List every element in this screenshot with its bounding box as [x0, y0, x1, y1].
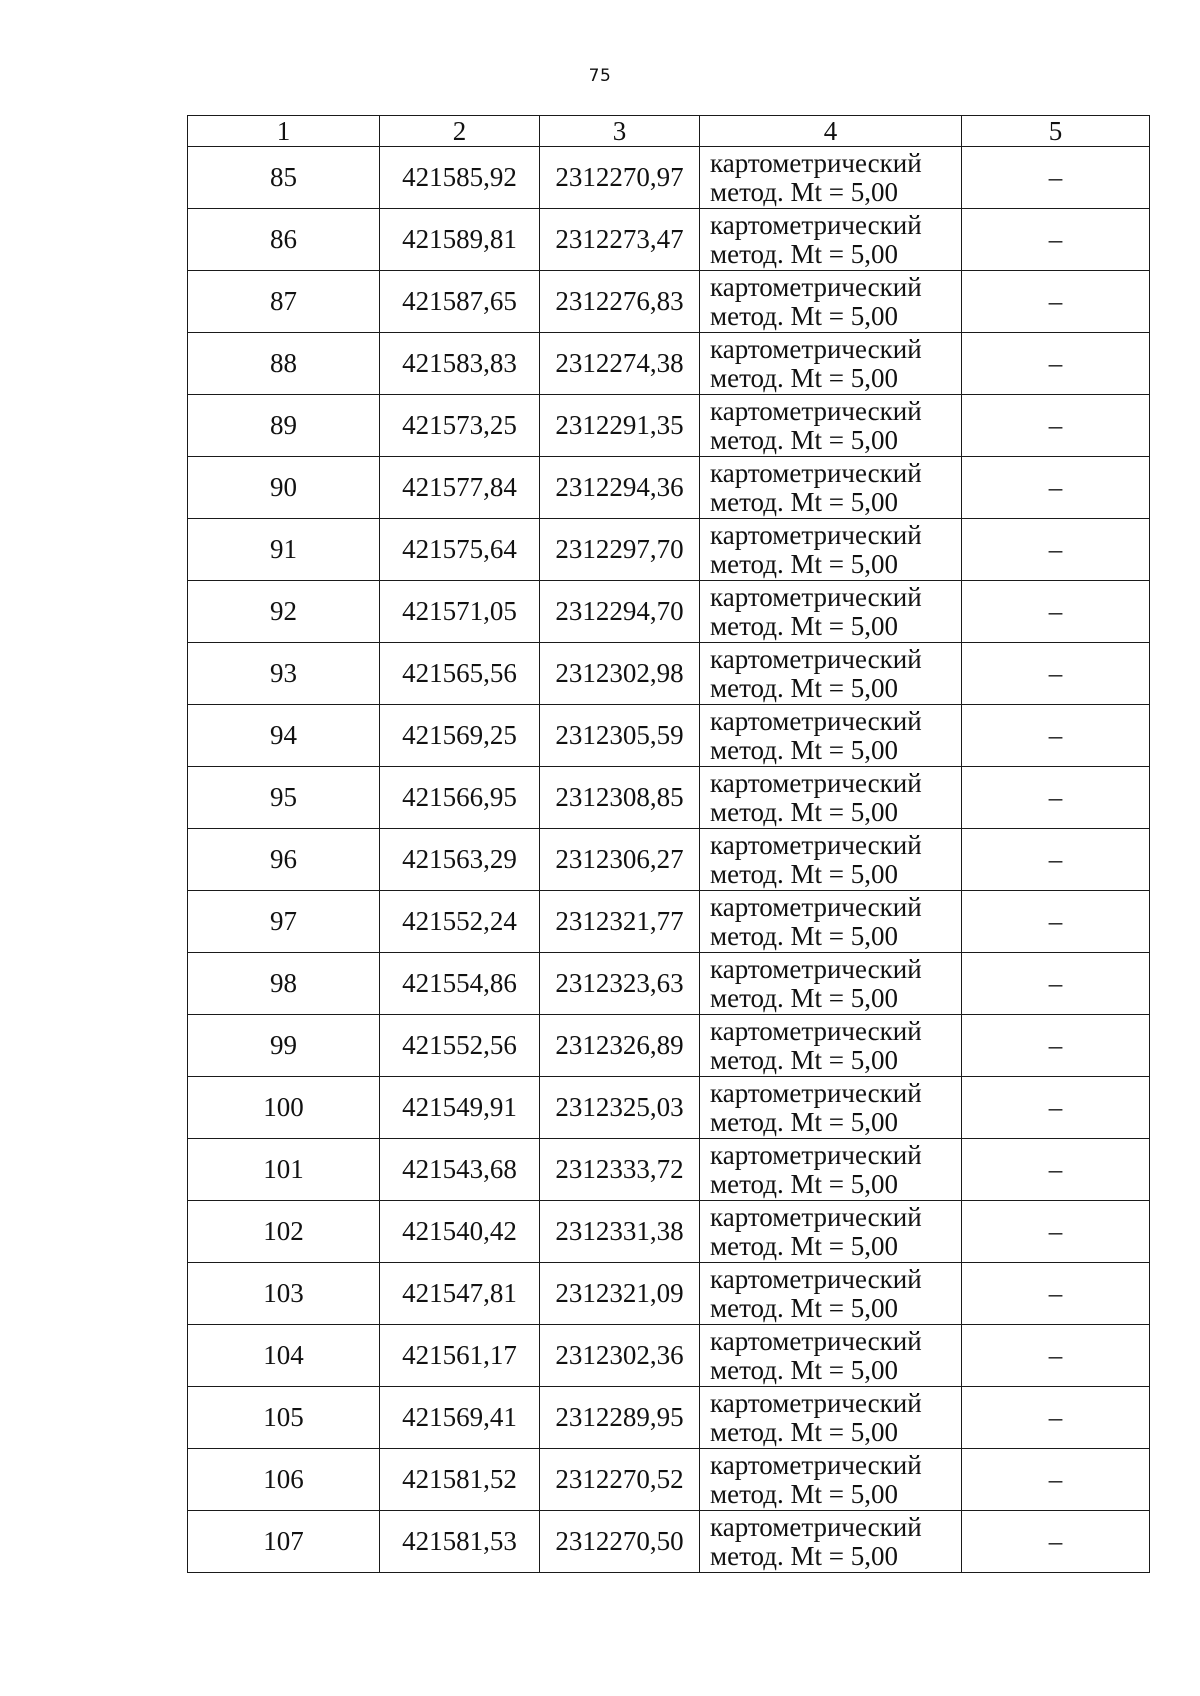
- coordinates-table: [187, 115, 1150, 1573]
- method-cell: [700, 1511, 962, 1573]
- method-cell: [700, 333, 962, 395]
- table-row: [188, 209, 1150, 271]
- column-5-cell: –: [962, 829, 1150, 891]
- table-row: [188, 1387, 1150, 1449]
- method-cell: [700, 891, 962, 953]
- column-5-cell: –: [962, 519, 1150, 581]
- y-coordinate-cell: 2312302,36: [540, 1325, 700, 1387]
- method-line-1: картометрический: [710, 457, 922, 488]
- method-cell: [700, 209, 962, 271]
- y-coordinate-cell: 2312270,97: [540, 147, 700, 209]
- y-coordinate-cell: 2312297,70: [540, 519, 700, 581]
- x-coordinate-cell: 421552,24: [380, 891, 540, 953]
- y-coordinate-cell: 2312325,03: [540, 1077, 700, 1139]
- method-line-2: метод. Mt = 5,00: [710, 1354, 898, 1385]
- table-row: [188, 1325, 1150, 1387]
- method-line-1: картометрический: [710, 395, 922, 426]
- method-cell: [700, 271, 962, 333]
- y-coordinate-cell: 2312289,95: [540, 1387, 700, 1449]
- column-5-cell: –: [962, 271, 1150, 333]
- table-row: [188, 643, 1150, 705]
- column-5-cell: –: [962, 1449, 1150, 1511]
- x-coordinate-cell: 421540,42: [380, 1201, 540, 1263]
- table-body: [188, 147, 1150, 1573]
- method-line-2: метод. Mt = 5,00: [710, 362, 898, 393]
- y-coordinate-cell: 2312305,59: [540, 705, 700, 767]
- point-number-cell: 89: [188, 395, 380, 457]
- table-row: [188, 1077, 1150, 1139]
- table-row: [188, 271, 1150, 333]
- column-5-cell: –: [962, 891, 1150, 953]
- column-5-cell: –: [962, 1015, 1150, 1077]
- method-line-2: метод. Mt = 5,00: [710, 548, 898, 579]
- x-coordinate-cell: 421575,64: [380, 519, 540, 581]
- point-number-cell: 87: [188, 271, 380, 333]
- y-coordinate-cell: 2312273,47: [540, 209, 700, 271]
- method-cell: [700, 1263, 962, 1325]
- method-line-2: метод. Mt = 5,00: [710, 1416, 898, 1447]
- column-5-cell: –: [962, 1511, 1150, 1573]
- method-line-2: метод. Mt = 5,00: [710, 238, 898, 269]
- method-cell: [700, 1139, 962, 1201]
- method-line-2: метод. Mt = 5,00: [710, 920, 898, 951]
- point-number-cell: 98: [188, 953, 380, 1015]
- y-coordinate-cell: 2312276,83: [540, 271, 700, 333]
- header-col-2: 2: [380, 116, 540, 147]
- column-5-cell: –: [962, 147, 1150, 209]
- y-coordinate-cell: 2312274,38: [540, 333, 700, 395]
- method-cell: [700, 767, 962, 829]
- method-line-1: картометрический: [710, 953, 922, 984]
- method-line-2: метод. Mt = 5,00: [710, 1106, 898, 1137]
- x-coordinate-cell: 421543,68: [380, 1139, 540, 1201]
- x-coordinate-cell: 421589,81: [380, 209, 540, 271]
- method-cell: [700, 1387, 962, 1449]
- method-cell: [700, 395, 962, 457]
- y-coordinate-cell: 2312326,89: [540, 1015, 700, 1077]
- y-coordinate-cell: 2312323,63: [540, 953, 700, 1015]
- method-cell: [700, 829, 962, 891]
- method-line-2: метод. Mt = 5,00: [710, 1478, 898, 1509]
- method-line-1: картометрический: [710, 1449, 922, 1480]
- method-line-2: метод. Mt = 5,00: [710, 1292, 898, 1323]
- method-line-1: картометрический: [710, 705, 922, 736]
- method-line-1: картометрический: [710, 767, 922, 798]
- point-number-cell: 88: [188, 333, 380, 395]
- table-row: [188, 1449, 1150, 1511]
- method-cell: [700, 953, 962, 1015]
- point-number-cell: 107: [188, 1511, 380, 1573]
- table-row: [188, 891, 1150, 953]
- header-col-4: 4: [700, 116, 962, 147]
- y-coordinate-cell: 2312333,72: [540, 1139, 700, 1201]
- column-5-cell: –: [962, 1201, 1150, 1263]
- table-row: [188, 1015, 1150, 1077]
- table-row: [188, 395, 1150, 457]
- x-coordinate-cell: 421581,53: [380, 1511, 540, 1573]
- method-line-2: метод. Mt = 5,00: [710, 1168, 898, 1199]
- method-line-1: картометрический: [710, 1077, 922, 1108]
- column-5-cell: –: [962, 953, 1150, 1015]
- column-5-cell: –: [962, 395, 1150, 457]
- method-line-1: картометрический: [710, 891, 922, 922]
- point-number-cell: 100: [188, 1077, 380, 1139]
- method-line-2: метод. Mt = 5,00: [710, 734, 898, 765]
- column-5-cell: –: [962, 1077, 1150, 1139]
- method-line-1: картометрический: [710, 333, 922, 364]
- method-line-1: картометрический: [710, 1387, 922, 1418]
- method-line-2: метод. Mt = 5,00: [710, 1230, 898, 1261]
- x-coordinate-cell: 421563,29: [380, 829, 540, 891]
- method-line-1: картометрический: [710, 209, 922, 240]
- x-coordinate-cell: 421581,52: [380, 1449, 540, 1511]
- y-coordinate-cell: 2312331,38: [540, 1201, 700, 1263]
- y-coordinate-cell: 2312308,85: [540, 767, 700, 829]
- method-line-1: картометрический: [710, 1263, 922, 1294]
- x-coordinate-cell: 421552,56: [380, 1015, 540, 1077]
- y-coordinate-cell: 2312270,50: [540, 1511, 700, 1573]
- method-line-1: картометрический: [710, 643, 922, 674]
- method-line-2: метод. Mt = 5,00: [710, 176, 898, 207]
- method-line-1: картометрический: [710, 829, 922, 860]
- table-row: [188, 1139, 1150, 1201]
- method-line-2: метод. Mt = 5,00: [710, 424, 898, 455]
- table-header: [188, 116, 1150, 147]
- method-line-2: метод. Mt = 5,00: [710, 610, 898, 641]
- point-number-cell: 103: [188, 1263, 380, 1325]
- point-number-cell: 99: [188, 1015, 380, 1077]
- column-5-cell: –: [962, 333, 1150, 395]
- method-line-1: картометрический: [710, 1139, 922, 1170]
- method-line-2: метод. Mt = 5,00: [710, 796, 898, 827]
- x-coordinate-cell: 421569,25: [380, 705, 540, 767]
- point-number-cell: 105: [188, 1387, 380, 1449]
- x-coordinate-cell: 421569,41: [380, 1387, 540, 1449]
- method-cell: [700, 1201, 962, 1263]
- y-coordinate-cell: 2312270,52: [540, 1449, 700, 1511]
- table-row: [188, 333, 1150, 395]
- x-coordinate-cell: 421566,95: [380, 767, 540, 829]
- point-number-cell: 91: [188, 519, 380, 581]
- point-number-cell: 96: [188, 829, 380, 891]
- table-row: [188, 705, 1150, 767]
- method-cell: [700, 457, 962, 519]
- y-coordinate-cell: 2312321,09: [540, 1263, 700, 1325]
- point-number-cell: 97: [188, 891, 380, 953]
- table-row: [188, 1201, 1150, 1263]
- header-col-3: 3: [540, 116, 700, 147]
- column-5-cell: –: [962, 643, 1150, 705]
- method-cell: [700, 1325, 962, 1387]
- method-cell: [700, 581, 962, 643]
- method-line-2: метод. Mt = 5,00: [710, 300, 898, 331]
- method-cell: [700, 519, 962, 581]
- method-line-2: метод. Mt = 5,00: [710, 982, 898, 1013]
- y-coordinate-cell: 2312321,77: [540, 891, 700, 953]
- column-5-cell: –: [962, 1263, 1150, 1325]
- column-5-cell: –: [962, 457, 1150, 519]
- table-row: [188, 147, 1150, 209]
- method-cell: [700, 147, 962, 209]
- method-cell: [700, 1449, 962, 1511]
- method-cell: [700, 1077, 962, 1139]
- table-row: [188, 581, 1150, 643]
- point-number-cell: 101: [188, 1139, 380, 1201]
- method-line-2: метод. Mt = 5,00: [710, 672, 898, 703]
- method-line-1: картометрический: [710, 581, 922, 612]
- method-cell: [700, 705, 962, 767]
- point-number-cell: 104: [188, 1325, 380, 1387]
- y-coordinate-cell: 2312306,27: [540, 829, 700, 891]
- x-coordinate-cell: 421565,56: [380, 643, 540, 705]
- table-row: [188, 1511, 1150, 1573]
- point-number-cell: 93: [188, 643, 380, 705]
- point-number-cell: 86: [188, 209, 380, 271]
- method-line-1: картометрический: [710, 1015, 922, 1046]
- point-number-cell: 92: [188, 581, 380, 643]
- x-coordinate-cell: 421561,17: [380, 1325, 540, 1387]
- x-coordinate-cell: 421554,86: [380, 953, 540, 1015]
- column-5-cell: –: [962, 1139, 1150, 1201]
- column-5-cell: –: [962, 705, 1150, 767]
- point-number-cell: 95: [188, 767, 380, 829]
- x-coordinate-cell: 421583,83: [380, 333, 540, 395]
- method-line-1: картометрический: [710, 1325, 922, 1356]
- y-coordinate-cell: 2312294,36: [540, 457, 700, 519]
- method-line-2: метод. Mt = 5,00: [710, 486, 898, 517]
- column-5-cell: –: [962, 1325, 1150, 1387]
- column-5-cell: –: [962, 767, 1150, 829]
- x-coordinate-cell: 421571,05: [380, 581, 540, 643]
- header-col-5: 5: [962, 116, 1150, 147]
- x-coordinate-cell: 421587,65: [380, 271, 540, 333]
- column-5-cell: –: [962, 1387, 1150, 1449]
- x-coordinate-cell: 421585,92: [380, 147, 540, 209]
- table-row: [188, 457, 1150, 519]
- point-number-cell: 90: [188, 457, 380, 519]
- x-coordinate-cell: 421549,91: [380, 1077, 540, 1139]
- header-row: [188, 116, 1150, 147]
- point-number-cell: 102: [188, 1201, 380, 1263]
- page-number: 75: [588, 66, 612, 86]
- method-line-2: метод. Mt = 5,00: [710, 858, 898, 889]
- method-line-2: метод. Mt = 5,00: [710, 1540, 898, 1571]
- method-line-2: метод. Mt = 5,00: [710, 1044, 898, 1075]
- table-row: [188, 519, 1150, 581]
- method-line-1: картометрический: [710, 519, 922, 550]
- method-cell: [700, 1015, 962, 1077]
- table-row: [188, 767, 1150, 829]
- y-coordinate-cell: 2312302,98: [540, 643, 700, 705]
- table-row: [188, 829, 1150, 891]
- table-row: [188, 1263, 1150, 1325]
- method-line-1: картометрический: [710, 1511, 922, 1542]
- x-coordinate-cell: 421573,25: [380, 395, 540, 457]
- column-5-cell: –: [962, 209, 1150, 271]
- column-5-cell: –: [962, 581, 1150, 643]
- method-cell: [700, 643, 962, 705]
- method-line-1: картометрический: [710, 147, 922, 178]
- point-number-cell: 106: [188, 1449, 380, 1511]
- method-line-1: картометрический: [710, 271, 922, 302]
- x-coordinate-cell: 421577,84: [380, 457, 540, 519]
- x-coordinate-cell: 421547,81: [380, 1263, 540, 1325]
- y-coordinate-cell: 2312291,35: [540, 395, 700, 457]
- header-col-1: 1: [188, 116, 380, 147]
- table-row: [188, 953, 1150, 1015]
- y-coordinate-cell: 2312294,70: [540, 581, 700, 643]
- point-number-cell: 94: [188, 705, 380, 767]
- point-number-cell: 85: [188, 147, 380, 209]
- method-line-1: картометрический: [710, 1201, 922, 1232]
